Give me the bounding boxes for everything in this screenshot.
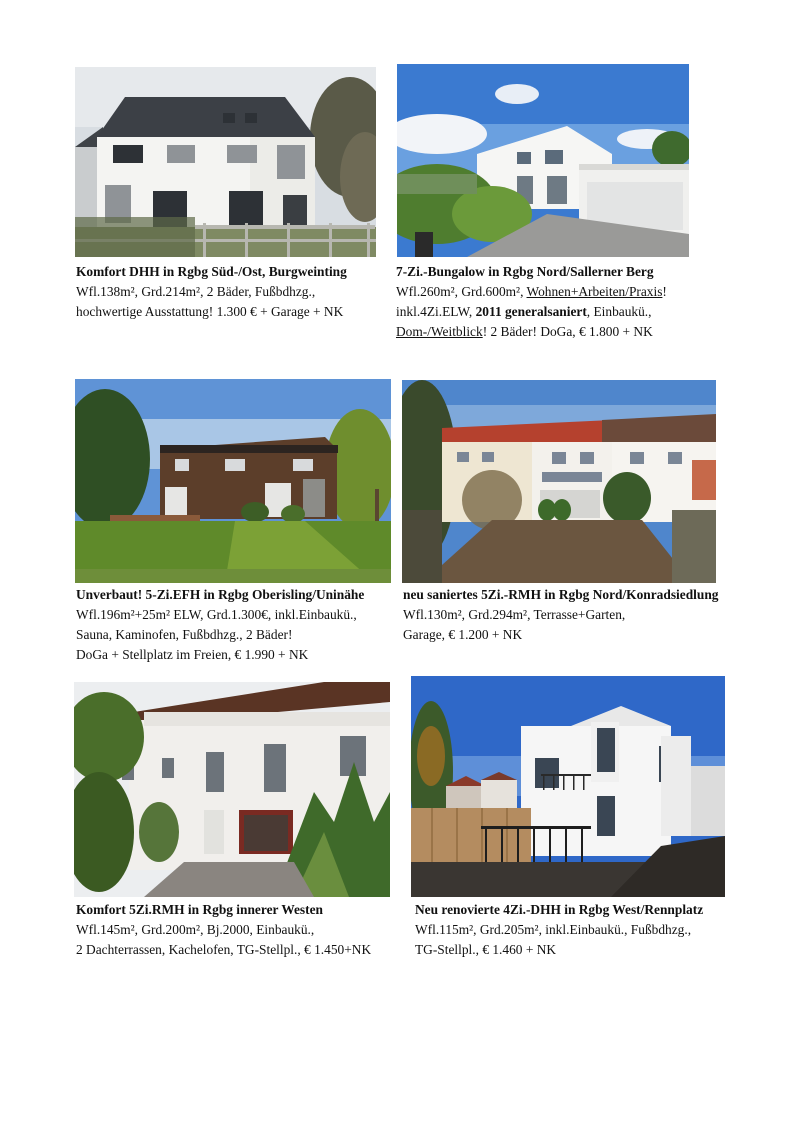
listing-3-details-1: Wfl.196m²+25m² ELW, Grd.1.300€, inkl.Einbaukü., — [76, 607, 357, 622]
listing-6-title: Neu renovierte 4Zi.-DHH in Rgbg West/Rennplatz — [415, 902, 704, 917]
listing-2-elw-text: inkl.4Zi.ELW, — [396, 304, 476, 319]
listing-2-title: 7-Zi.-Bungalow in Rgbg Nord/Sallerner Berg — [396, 264, 654, 279]
listing-1-details-1: Wfl.138m², Grd.214m², 2 Bäder, Fußbdhzg., — [76, 284, 316, 299]
listing-3-details-2: Sauna, Kaminofen, Fußbdhzg., 2 Bäder! — [76, 627, 293, 642]
listing-5-title: Komfort 5Zi.RMH in Rgbg innerer Westen — [76, 902, 323, 917]
listing-1-title: Komfort DHH in Rgbg Süd-/Ost, Burgweinting — [76, 264, 347, 279]
listing-2-size-text: Wfl.260m², Grd.600m², — [396, 284, 527, 299]
listing-5-details-2: 2 Dachterrassen, Kachelofen, TG-Stellpl., € 1.450+NK — [76, 942, 372, 957]
listing-2-kitchen-text: , Einbaukü., — [586, 304, 652, 319]
listing-4-details-2: Garage, € 1.200 + NK — [403, 627, 523, 642]
listing-2-details-3 — [396, 322, 667, 342]
listing-1-caption — [76, 262, 347, 322]
listing-6-details-1: Wfl.115m², Grd.205m², inkl.Einbaukü., Fußbdhzg., — [415, 922, 692, 937]
listing-5-details-1: Wfl.145m², Grd.200m², Bj.2000, Einbaukü., — [76, 922, 315, 937]
listing-6-caption — [415, 900, 703, 960]
photo-dhh-burgweinting — [75, 67, 376, 257]
photo-dhh-rennplatz — [411, 676, 725, 897]
listing-2-price-text: ! 2 Bäder! DoGa, € 1.800 + NK — [482, 324, 653, 339]
photo-efh-oberisling — [75, 379, 391, 583]
listing-3-details-3: DoGa + Stellplatz im Freien, € 1.990 + NK — [76, 647, 309, 662]
photo-rmh-innerer-westen — [74, 682, 390, 897]
listing-1-details-2: hochwertige Ausstattung! 1.300 € + Garage + NK — [76, 304, 344, 319]
listing-2-details-2 — [396, 302, 667, 322]
photo-rmh-konradsiedlung — [402, 380, 716, 583]
listing-2-renovated-text: 2011 generalsaniert — [475, 304, 587, 319]
listing-6-details-2: TG-Stellpl., € 1.460 + NK — [415, 942, 557, 957]
listing-3-title: Unverbaut! 5-Zi.EFH in Rgbg Oberisling/Uninähe — [76, 587, 365, 602]
listing-2-exclaim-1: ! — [662, 284, 667, 299]
listing-2-details-1 — [396, 282, 667, 302]
listing-4-title: neu saniertes 5Zi.-RMH in Rgbg Nord/Konradsiedlung — [403, 587, 719, 602]
listing-2-usage-text: Wohnen+Arbeiten/Praxis — [526, 284, 663, 299]
listing-4-caption — [403, 585, 718, 645]
listing-3-caption — [76, 585, 364, 665]
photo-bungalow-sallerner-berg — [397, 64, 689, 257]
listing-4-details-1: Wfl.130m², Grd.294m², Terrasse+Garten, — [403, 607, 626, 622]
listing-5-caption — [76, 900, 371, 960]
listing-2-caption — [396, 262, 667, 342]
listing-2-view-text: Dom-/Weitblick — [396, 324, 483, 339]
